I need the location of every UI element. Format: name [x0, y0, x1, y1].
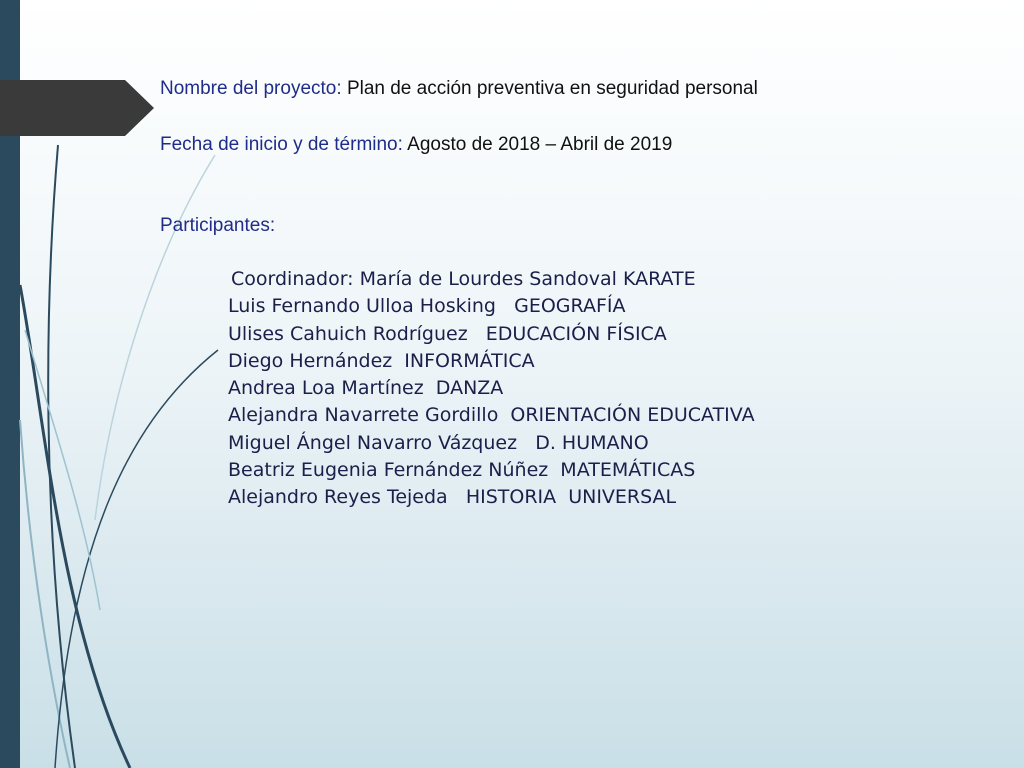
participants-list [228, 266, 755, 512]
project-name-label: Nombre del proyecto: [160, 78, 342, 99]
participant-coordinator: Coordinador: María de Lourdes Sandoval KARATE [231, 268, 696, 290]
participant-item: Luis Fernando Ulloa Hosking GEOGRAFÍA [228, 295, 626, 318]
project-dates-line [160, 134, 672, 156]
project-dates-label: Fecha de inicio y de término: [160, 134, 403, 155]
participant-item: Alejandra Navarrete Gordillo ORIENTACIÓN EDUCATIVA [228, 404, 755, 427]
participant-item: Miguel Ángel Navarro Vázquez D. HUMANO [228, 431, 649, 454]
participant-item: Ulises Cahuich Rodríguez EDUCACIÓN FÍSICA [228, 322, 667, 345]
project-name-value: Plan de acción preventiva en seguridad personal [346, 78, 758, 99]
participant-item: Diego Hernández INFORMÁTICA [228, 349, 535, 372]
participant-item: Andrea Loa Martínez DANZA [228, 377, 504, 400]
participant-item: Alejandro Reyes Tejeda HISTORIA UNIVERSAL [228, 486, 677, 509]
participant-item: Beatriz Eugenia Fernández Núñez MATEMÁTICAS [228, 459, 696, 482]
participants-heading: Participantes: [160, 215, 276, 236]
project-name-line [160, 78, 758, 100]
project-dates-value: Agosto de 2018 – Abril de 2019 [407, 134, 673, 155]
title-arrow-shape [0, 80, 154, 136]
